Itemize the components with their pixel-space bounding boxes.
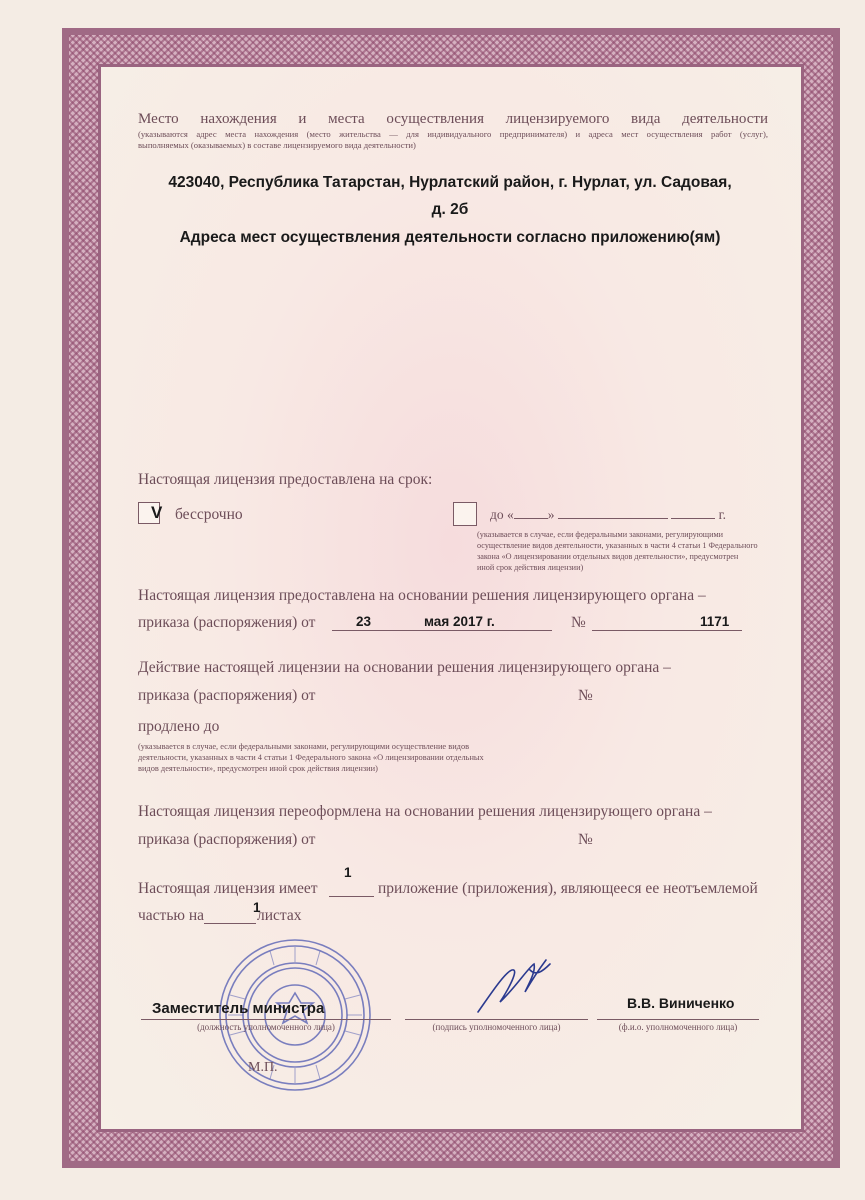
checkbox-mark: V (151, 503, 163, 522)
term-note-1: (указывается в случае, если федеральными законами, регулирующими (477, 530, 724, 539)
appendix-count: 1 (344, 865, 352, 880)
term-note-2: осуществление видов деятельности, указанных в части 4 статьи 1 Федерального (477, 541, 758, 550)
term-note-3: закона «О лицензировании отдельных видов деятельности», предусмотрен (477, 552, 739, 561)
grant-line-1: Настоящая лицензия предоставлена на основании решения лицензирующего органа – (138, 587, 706, 604)
extension-number-sign: № (578, 687, 593, 704)
handwritten-signature (470, 950, 560, 1020)
signature-underline (405, 1019, 588, 1020)
extension-line-2: приказа (распоряжения) от (138, 687, 316, 704)
extension-note-1: (указывается в случае, если федеральными законами, регулирующими осуществление видов (138, 742, 470, 751)
grant-number: 1171 (700, 614, 730, 629)
seal-place: М.П. (248, 1060, 278, 1075)
extension-line-1: Действие настоящей лицензии на основании решения лицензирующего органа – (138, 659, 671, 676)
until-checkbox[interactable] (453, 502, 477, 526)
extension-note-3: видов деятельности», предусмотрен иной срок действия лицензии) (138, 764, 378, 773)
appendix-note: Адреса мест осуществления деятельности согласно приложению(ям) (179, 229, 721, 246)
appendix-count-underline (329, 896, 374, 897)
signature-caption: (подпись уполномоченного лица) (432, 1022, 561, 1032)
appendix-line-prefix: Настоящая лицензия имеет (138, 880, 318, 897)
term-label: Настоящая лицензия предоставлена на срок: (138, 471, 433, 488)
signer-name: В.В. Виниченко (627, 995, 735, 1011)
extended-label: продлено до (138, 718, 220, 735)
appendix-sheets-underline (204, 923, 256, 924)
until-quote-close: » (547, 507, 555, 522)
address-line-2: д. 2б (431, 201, 469, 218)
signer-position: Заместитель министра (152, 1000, 325, 1017)
name-caption: (ф.и.о. уполномоченного лица) (618, 1022, 738, 1032)
reissue-line-2: приказа (распоряжения) от (138, 831, 316, 848)
unlimited-label: бессрочно (175, 506, 243, 523)
grant-number-sign: № (571, 614, 586, 631)
grant-day: 23 (356, 614, 372, 629)
appendix-line-suffix: приложение (приложения), являющееся ее неотъемлемой (378, 880, 758, 897)
extension-note-2: деятельности, указанных в части 4 статьи 1 Федерального закона «О лицензировании отдельных (138, 753, 484, 762)
appendix-sheets: 1 (253, 900, 261, 915)
reissue-line-1: Настоящая лицензия переоформлена на основании решения лицензирующего органа – (138, 803, 712, 820)
until-suffix: г. (718, 507, 727, 522)
position-underline (141, 1019, 391, 1020)
reissue-number-sign: № (578, 831, 593, 848)
appendix-sheets-prefix: частью на (138, 907, 205, 924)
location-hint-2: выполняемых (оказываемых) в составе лицензируемого вида деятельности) (138, 140, 416, 150)
grant-line-2: приказа (распоряжения) от (138, 614, 316, 631)
name-underline (597, 1019, 759, 1020)
location-hint-1: (указываются адрес места нахождения (место жительства — для индивидуального предпринимателя) и адреса мест осуществления работ (услуг), (138, 129, 768, 139)
until-field (490, 506, 726, 523)
term-note-4: иной срок действия лицензии) (477, 563, 584, 572)
grant-date-underline (332, 630, 552, 631)
until-prefix: до « (490, 507, 514, 522)
address-line-1: 423040, Республика Татарстан, Нурлатский район, г. Нурлат, ул. Садовая, (168, 174, 732, 191)
location-heading: Место нахождения и места осуществления лицензируемого вида деятельности (138, 111, 768, 127)
grant-month-year: мая 2017 г. (424, 614, 495, 629)
appendix-sheets-suffix: листах (257, 907, 302, 924)
position-caption: (должность уполномоченного лица) (197, 1022, 335, 1032)
grant-number-underline (592, 630, 742, 631)
